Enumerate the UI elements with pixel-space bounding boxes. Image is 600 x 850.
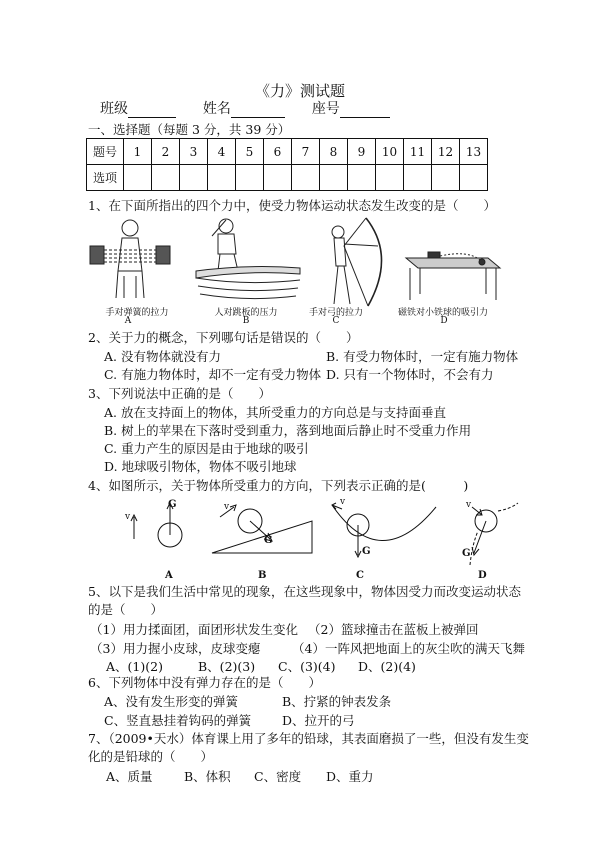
- answer-number: 8: [320, 139, 348, 165]
- name-label: 姓名: [202, 101, 231, 117]
- answer-number: 11: [404, 139, 432, 165]
- caption-b: 人对跳板的压力: [214, 308, 278, 318]
- q1-stem: 1、在下面所指出的四个力中，使受力物体运动状态发生改变的是（ ）: [88, 198, 496, 213]
- answer-cell[interactable]: [320, 165, 348, 191]
- q2-option-d: D. 只有一个物体时，不会有力: [326, 367, 494, 382]
- row-label-number: 题号: [87, 139, 124, 165]
- q5-option-d: D、(2)(4): [358, 659, 416, 674]
- q2-option-a: A. 没有物体就没有力: [104, 349, 221, 364]
- class-label: 班级: [100, 101, 128, 117]
- q5-item-1: （1）用力揉面团，面团形状发生变化: [90, 622, 298, 637]
- seat-field[interactable]: [340, 103, 390, 118]
- q6-option-b: B、拧紧的钟表发条: [282, 694, 392, 709]
- gravity-diagram-c-icon: [332, 503, 436, 557]
- answer-cell[interactable]: [348, 165, 376, 191]
- q7-stem-line1: 7、（2009•天水）体育课上用了多年的铅球，其表面磨损了一些，但没有发生变: [88, 731, 529, 746]
- q7-option-a: A、质量: [106, 769, 153, 784]
- q3-option-d: D. 地球吸引物体，物体不吸引地球: [104, 459, 297, 474]
- answer-cell[interactable]: [124, 165, 152, 191]
- answer-number: 12: [432, 139, 460, 165]
- answer-number: 4: [208, 139, 236, 165]
- answer-number: 13: [460, 139, 488, 165]
- answer-cell[interactable]: [180, 165, 208, 191]
- q4-label-v-a: v: [125, 512, 131, 522]
- q4-label-g-c: G: [362, 546, 371, 557]
- seat-label: 座号: [311, 101, 340, 117]
- name-field[interactable]: [231, 103, 285, 118]
- gravity-diagram-b-icon: [212, 505, 312, 553]
- letter-b: B: [242, 316, 250, 326]
- q4-label-g-d: G: [462, 548, 471, 559]
- caption-c: 手对弓的拉力: [308, 308, 363, 318]
- answer-cell[interactable]: [152, 165, 180, 191]
- q5-item-2: （2）篮球撞击在蓝板上被弹回: [308, 622, 479, 637]
- q5-item-3: （3）用力握小皮球，皮球变瘪: [90, 641, 261, 656]
- answer-number: 5: [236, 139, 264, 165]
- q5-option-a: A、(1)(2): [106, 659, 163, 674]
- answer-number: 9: [348, 139, 376, 165]
- q4-label-v-c: v: [340, 497, 346, 507]
- spring-figure-icon: [90, 220, 170, 298]
- q1-figures: [88, 216, 508, 316]
- answer-cell[interactable]: [460, 165, 488, 191]
- letter-d: D: [440, 316, 448, 326]
- q6-stem: 6、下列物体中没有弹力存在的是（ ）: [88, 675, 321, 690]
- page-title: 《力》测试题: [254, 82, 345, 100]
- q7-stem-line2: 化的是铅球的（ ）: [88, 749, 214, 764]
- q4-letter-d: D: [478, 570, 487, 581]
- q4-figures: [100, 495, 520, 575]
- answer-table-number-row: [87, 139, 488, 165]
- q5-option-c: C、(3)(4): [278, 659, 336, 674]
- answer-table-choice-row: [87, 165, 488, 191]
- magnet-table-figure-icon: [406, 252, 500, 300]
- q3-option-b: B. 树上的苹果在下落时受到重力，落到地面后静止时不受重力作用: [104, 423, 472, 438]
- q2-stem: 2、关于力的概念，下列哪句话是错误的（ ）: [88, 330, 359, 345]
- q4-label-v-d: v: [466, 500, 472, 510]
- caption-d: 磁铁对小铁球的吸引力: [397, 308, 488, 318]
- answer-number: 7: [292, 139, 320, 165]
- q4-letter-b: B: [258, 570, 267, 581]
- q3-option-c: C. 重力产生的原因是由于地球的吸引: [104, 441, 309, 456]
- gravity-diagram-d-icon: [470, 503, 518, 565]
- q3-stem: 3、下列说法中正确的是（ ）: [88, 386, 271, 401]
- q7-option-d: D、重力: [326, 769, 374, 784]
- q7-option-b: B、体积: [184, 769, 231, 784]
- q7-option-c: C、密度: [254, 769, 302, 784]
- answer-number: 1: [124, 139, 152, 165]
- q2-option-c: C. 有施力物体时，却不一定有受力物体: [104, 367, 322, 382]
- q5-option-b: B、(2)(3): [198, 659, 256, 674]
- q3-option-a: A. 放在支持面上的物体，其所受重力的方向总是与支持面垂直: [104, 405, 446, 420]
- diving-board-figure-icon: [196, 219, 300, 299]
- q6-option-d: D、拉开的弓: [282, 713, 355, 728]
- letter-c: C: [332, 316, 340, 326]
- answer-number: 3: [180, 139, 208, 165]
- q6-option-a: A、没有发生形变的弹簧: [104, 694, 239, 709]
- caption-a: 手对弹簧的拉力: [105, 308, 169, 318]
- answer-cell[interactable]: [264, 165, 292, 191]
- answer-number: 6: [264, 139, 292, 165]
- answer-table: [86, 138, 488, 191]
- q4-label-g-a: G: [168, 499, 177, 510]
- archer-figure-icon: [332, 218, 382, 306]
- student-info-line: [100, 98, 390, 118]
- q6-option-c: C、竖直悬挂着钩码的弹簧: [104, 713, 252, 728]
- q5-stem-line1: 5、以下是我们生活中常见的现象，在这些现象中，物体因受力而改变运动状态: [88, 584, 521, 599]
- answer-cell[interactable]: [236, 165, 264, 191]
- answer-number: 10: [376, 139, 404, 165]
- answer-number: 2: [152, 139, 180, 165]
- answer-cell[interactable]: [208, 165, 236, 191]
- q4-letter-c: C: [356, 570, 364, 581]
- q4-stem: 4、如图所示，关于物体所受重力的方向，下列表示正确的是( ): [88, 478, 469, 493]
- q5-stem-line2: 的是（ ）: [88, 602, 164, 617]
- answer-cell[interactable]: [404, 165, 432, 191]
- q4-label-g-b: G: [264, 535, 273, 546]
- answer-cell[interactable]: [432, 165, 460, 191]
- answer-cell[interactable]: [292, 165, 320, 191]
- q5-item-4: （4）一阵风把地面上的灰尘吹的满天飞舞: [292, 641, 525, 656]
- q4-label-v-b: v: [224, 502, 230, 512]
- q2-option-b: B. 有受力物体时，一定有施力物体: [326, 349, 519, 364]
- row-label-choice: 选项: [87, 165, 124, 191]
- section-heading: 一、选择题（每题 3 分，共 39 分）: [88, 122, 291, 137]
- q4-letter-a: A: [165, 570, 173, 581]
- answer-cell[interactable]: [376, 165, 404, 191]
- class-field[interactable]: [128, 103, 176, 118]
- letter-a: A: [124, 316, 132, 326]
